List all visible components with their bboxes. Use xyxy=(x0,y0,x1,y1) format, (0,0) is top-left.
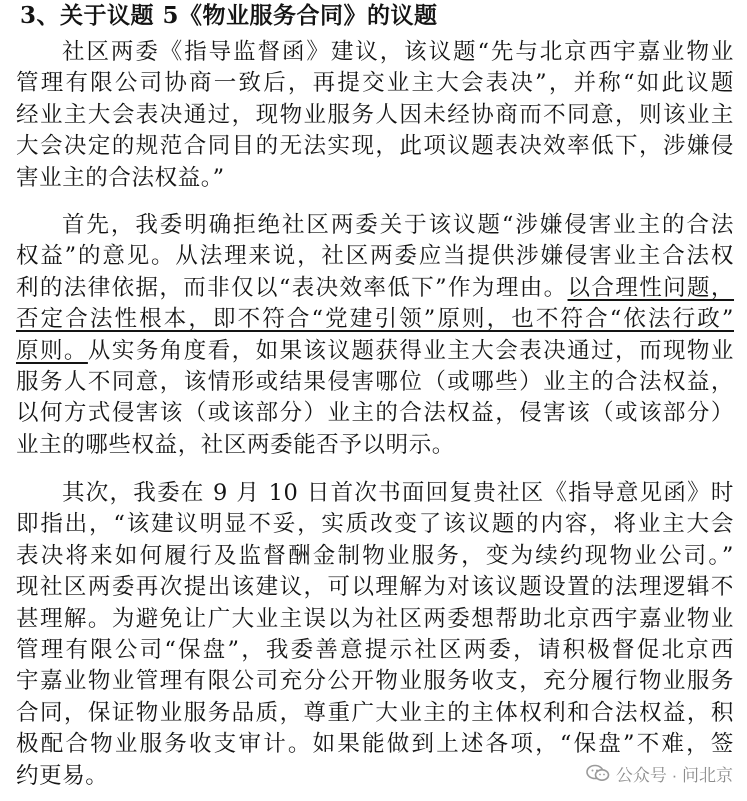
text-line xyxy=(16,241,734,272)
text-line xyxy=(16,68,734,99)
text-line xyxy=(16,604,734,635)
paragraph-1 xyxy=(16,37,734,194)
text-line xyxy=(16,210,734,241)
text-segment: 服务人不同意，该情形或结果侵害哪位（或哪些）业主的合法权益， xyxy=(16,369,734,396)
text-line xyxy=(16,509,734,540)
paragraph-3 xyxy=(16,478,734,792)
text-line xyxy=(16,572,734,603)
text-line xyxy=(16,541,734,572)
text-line xyxy=(16,398,734,429)
text-segment: 从实务角度看，如果该议题获得业主大会表决通过，而现物业 xyxy=(87,337,734,364)
text-line xyxy=(16,131,734,162)
text-segment: 甚理解。为避免让广大业主误以为社区两委想帮助北京西宇嘉业物业 xyxy=(16,605,734,632)
text-line xyxy=(16,273,734,304)
text-line xyxy=(16,635,734,666)
text-segment: 约更易。 xyxy=(16,762,109,789)
text-segment: 权益”的意见。从法理来说，社区两委应当提供涉嫌侵害业主合法权 xyxy=(16,243,734,270)
watermark-text: 公众号 · 问北京 xyxy=(615,765,733,785)
text-segment: 现社区两委再次提出该建议，可以理解为对该议题设置的法理逻辑不 xyxy=(16,574,734,601)
text-segment: 利的法律依据，而非仅以“表决效率低下”作为理由。 xyxy=(16,274,568,301)
text-segment: 社区两委《指导监督函》建议，该议题“先与北京西宇嘉业物业 xyxy=(62,39,734,65)
text-segment: 业主的哪些权益，社区两委能否予以明示。 xyxy=(16,431,455,458)
text-segment: 管理有限公司“保盘”，我委善意提示社区两委，请积极督促北京西 xyxy=(16,637,734,664)
text-line xyxy=(16,666,734,697)
text-line xyxy=(16,163,734,194)
text-segment: 以何方式侵害该（或该部分）业主的合法权益，侵害该（或该部分） xyxy=(16,400,734,427)
text-segment: 大会决定的规范合同目的无法实现，此项议题表决效率低下，涉嫌侵 xyxy=(16,133,734,160)
text-segment: 宇嘉业物业管理有限公司充分公开物业服务收支，充分履行物业服务 xyxy=(16,668,734,695)
text-line xyxy=(16,367,734,398)
text-line xyxy=(16,304,734,335)
text-segment: 首先，我委明确拒绝社区两委关于该议题“涉嫌侵害业主的合法 xyxy=(62,212,734,238)
text-line xyxy=(16,698,734,729)
text-segment: 经业主大会表决通过，现物业服务人因未经协商而不同意，则该业主 xyxy=(16,101,734,128)
text-line xyxy=(16,37,734,68)
text-segment: 合同，保证物业服务品质，尊重广大业主的主体权利和合法权益，积 xyxy=(16,699,734,726)
wechat-official-account-icon xyxy=(586,763,610,783)
text-segment: 表决将来如何履行及监督酬金制物业服务，变为续约现物业公司。” xyxy=(16,542,734,569)
text-segment: 其次，我委在 9 月 10 日首次书面回复贵社区《指导意见函》时 xyxy=(62,480,734,506)
text-line xyxy=(16,100,734,131)
text-segment: 即指出，“该建议明显不妥，实质改变了该议题的内容，将业主大会 xyxy=(16,511,734,538)
text-line xyxy=(16,729,734,760)
text-segment: 管理有限公司协商一致后，再提交业主大会表决”，并称“如此议题 xyxy=(16,70,734,97)
underlined-text: 否定合法性根本，即不符合“党建引领”原则，也不符合“依法行政” xyxy=(16,306,734,333)
text-line xyxy=(16,478,734,509)
text-segment: 极配合物业服务收支审计。如果能做到上述各项，“保盘”不难，签 xyxy=(16,731,734,758)
watermark xyxy=(582,760,737,786)
text-segment: 害业主的合法权益。” xyxy=(16,164,225,191)
underlined-text: 原则。 xyxy=(16,337,88,364)
section-heading: 3、关于议题 5《物业服务合同》的议题 xyxy=(20,2,438,29)
text-line xyxy=(16,336,734,367)
underlined-text: 以合理性问题， xyxy=(567,274,735,301)
text-line xyxy=(16,430,734,461)
paragraph-2 xyxy=(16,210,734,461)
